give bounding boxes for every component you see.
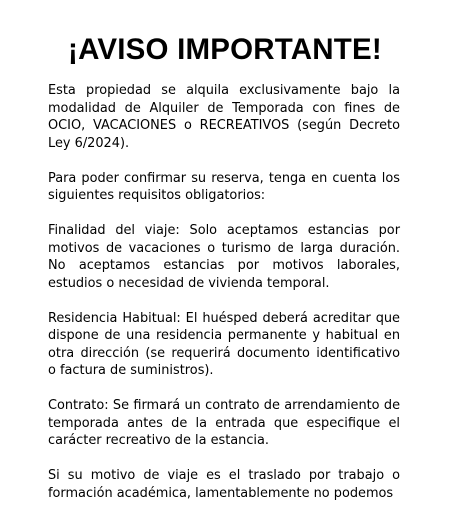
paragraph-contract: Contrato: Se firmará un contrato de arrendamiento de temporada antes de la entrada que especifique el carácter recreativo de la estancia. (48, 398, 400, 448)
paragraph-trip-purpose: Finalidad del viaje: Solo aceptamos estancias por motivos de vacaciones o turismo de larga duración. No aceptamos estancias por motivos laborales, estudios o necesidad de vivienda temporal. (48, 223, 400, 291)
paragraph-intro: Esta propiedad se alquila exclusivamente bajo la modalidad de Alquiler de Temporada con fines de OCIO, VACACIONES o RECREATIVOS (según Decreto Ley 6/2024). (48, 83, 400, 151)
page-title: ¡AVISO IMPORTANTE! (68, 33, 382, 66)
paragraph-requirements: Para poder confirmar su reserva, tenga en cuenta los siguientes requisitos obligatorios: (48, 170, 400, 203)
paragraph-residence: Residencia Habitual: El huésped deberá acreditar que dispone de una residencia permanente y habitual en otra dirección (se requerirá documento identificativo o factura de suministros). (48, 310, 400, 378)
notice-body (48, 82, 400, 520)
warning-icon (171, 0, 281, 22)
paragraph-work-travel: Si su motivo de viaje es el traslado por trabajo o formación académica, lamentablemente no podemos (48, 468, 400, 501)
